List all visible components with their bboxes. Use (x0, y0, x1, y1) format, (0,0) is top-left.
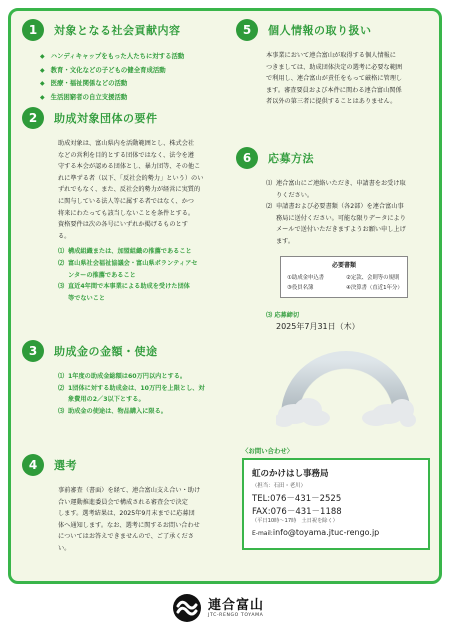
text-line: 者以外の第三者に提供することはありません。 (266, 98, 397, 106)
list-item (58, 246, 222, 258)
section-title: 選考 (54, 459, 77, 472)
fax-number: FAX:076－431－1188 (252, 507, 342, 517)
document-item: ④決算書（直近1年分） (346, 284, 403, 291)
text-line: 連合富山にご連絡いただき、申請書をお受け取 (276, 180, 406, 187)
section-2-header (22, 106, 222, 130)
activity-list (40, 50, 222, 104)
list-item (266, 178, 432, 201)
text-line: りください。 (276, 191, 314, 199)
section-2 (22, 106, 222, 331)
list-item (58, 258, 222, 281)
text-line: 体へ通知します。なお、選考に関するお問い合わせ (58, 521, 200, 529)
application-steps (266, 178, 432, 248)
section-3 (22, 339, 222, 439)
text-line: 富山県社会福祉協議会・富山県ボランティアセ (68, 259, 198, 267)
rainbow-icon (276, 338, 416, 428)
logo-text (208, 598, 264, 618)
text-line: します。選考結果は、2025年9月末までに応募団 (58, 510, 195, 518)
section-title: 個人情報の取り扱い (268, 24, 372, 37)
text-line: 1年度の助成金総額は60万円以内とする。 (68, 373, 187, 380)
eligibility-text (58, 138, 222, 242)
text-line: 事前審査（書面）を経て、連合富山支え合い・助け (58, 487, 201, 494)
section-title: 助成金の金額・使途 (54, 345, 158, 358)
section-number: 6 (236, 147, 258, 169)
list-item (58, 383, 222, 406)
list-item (58, 371, 222, 383)
required-documents-grid (287, 273, 401, 293)
item-number: ⑴ (58, 248, 65, 256)
item-number: ⑴ (58, 373, 65, 380)
rengo-logo-mark-icon (172, 593, 202, 623)
required-documents-box (280, 256, 408, 298)
condition-list (58, 246, 222, 304)
section-4-header (22, 453, 222, 477)
text-line: 将来にわたっても該当しないことを条件とする。 (58, 209, 195, 217)
email-line (252, 528, 420, 537)
text-line: つきましては、助成団体決定の選考に必要な範囲 (266, 63, 403, 71)
text-line: 助成対象は、富山県内を活動範囲とし、株式会社 (58, 140, 195, 147)
text-line: 務局に送付ください。可能な限りデータにより (276, 214, 406, 222)
text-line: 直近4年間で本事業による助成を受けた団体 (68, 283, 190, 291)
grant-list (58, 371, 222, 417)
section-4 (22, 453, 222, 555)
contact-box (242, 458, 430, 550)
item-number: ⑴ (266, 180, 273, 187)
text-line: 合い運動推進委員会で構成される審査会で決定 (58, 498, 188, 506)
text-line: についてはお答えできませんので、ご了承くださ (58, 533, 194, 541)
list-item: ◆ 生活困窮者の自立支援活動 (40, 91, 222, 105)
text-line: 助成金の使途は、物品購入に限る。 (68, 407, 167, 415)
rainbow-illustration (276, 338, 416, 428)
item-number: ⑵ (266, 203, 273, 211)
left-column (22, 18, 222, 555)
required-documents-title: 必要書類 (331, 261, 356, 269)
deadline (266, 310, 432, 332)
item-number: ⑶ (58, 283, 65, 291)
item-number: ⑶ (58, 407, 65, 415)
privacy-text (266, 50, 432, 108)
section-5 (236, 18, 432, 146)
contact-label: 〈お問い合わせ〉 (242, 447, 294, 455)
item-number: ⑵ (58, 384, 65, 392)
text-line: に関与している法人等に属する者ではなく、かつ (58, 197, 194, 205)
text-line: 1団体に対する助成金は、10万円を上限とし、対 (68, 384, 205, 392)
document-item: ③役員名簿 (287, 284, 314, 291)
item-number: ⑵ (58, 259, 65, 267)
staff-names: （担当：石田・老川） (252, 483, 306, 489)
section-title: 対象となる社会貢献内容 (54, 24, 181, 37)
text-line: れに準ずる者（以下、「反社会的勢力」という）のい (58, 174, 204, 182)
section-1-header (22, 18, 222, 42)
deadline-date: 2025年7月31日（木） (276, 321, 360, 331)
logo-name-en: JTC-RENGO TOYAMA (208, 613, 264, 618)
deadline-label: ⑶ 応募締切 (266, 311, 300, 319)
list-item (266, 201, 432, 247)
text-line: る。 (58, 232, 71, 240)
text-line: で利用し、連合富山が責任をもって厳格に管理し (266, 75, 403, 83)
text-line: 申請書および必要書類（各2部）を連合富山事 (276, 203, 404, 211)
text-line: ます。審査要員および本件に関わる連合富山関係 (266, 86, 402, 94)
office-hours: （平日10時～17時 土日祝を除く） (252, 518, 338, 524)
text-line: 象費用の2／3以下とする。 (68, 396, 145, 404)
section-number: 5 (236, 19, 258, 41)
list-item (58, 281, 222, 304)
text-line: ます。 (276, 237, 295, 245)
section-title: 助成対象団体の要件 (54, 112, 158, 125)
section-1 (22, 18, 222, 106)
section-number: 3 (22, 340, 44, 362)
text-line: い。 (58, 544, 71, 552)
section-number: 4 (22, 454, 44, 476)
list-item (58, 406, 222, 418)
text-line: ずれでもなく、また、反社会的勢力が経営に実質的 (58, 186, 201, 194)
office-name: 虹のかけはし事務局 (252, 469, 329, 479)
list-item: ◆ 教育・文化などの子どもの健全育成活動 (40, 64, 222, 78)
section-5-header (236, 18, 432, 42)
section-6-header (236, 146, 432, 170)
text-line: ンターの推薦であること (68, 271, 136, 279)
phone-number[interactable]: TEL:076－431－2525 (252, 494, 342, 504)
section-3-header (22, 339, 222, 363)
list-item: ◆ 医療・福祉関係などの活動 (40, 77, 222, 91)
text-line: メールで送付いただきますようお願い申し上げ (276, 226, 406, 234)
logo-name-jp: 連合富山 (208, 598, 265, 613)
document-item: ①助成金申込書 (287, 274, 325, 281)
section-6 (236, 146, 432, 332)
email-link[interactable]: info@toyama.jtuc-rengo.jp (272, 528, 380, 537)
text-line: 本事業において連合富山が取得する個人情報に (266, 52, 396, 59)
text-line: 守する本会が認める団体とし、暴力団等、その他こ (58, 163, 201, 171)
email-label: E-mail: (252, 530, 273, 537)
document-item: ②定款、会則等の規則 (346, 274, 400, 281)
rengo-logo (172, 592, 264, 624)
text-line: 等でないこと (68, 294, 106, 302)
selection-text (58, 485, 222, 555)
text-line: 資格要件は次の各号にいずれか掲げるものとす (58, 221, 188, 229)
section-number: 1 (22, 19, 44, 41)
text-line: 構成組織または、加盟組織の推薦であること (68, 248, 192, 256)
section-title: 応募方法 (268, 152, 314, 165)
text-line: などの営利を目的とする団体ではなく、法令を遵 (58, 151, 194, 159)
right-column (236, 18, 432, 332)
list-item: ◆ ハンディキャップをもった人たちに対する活動 (40, 50, 222, 64)
section-number: 2 (22, 107, 44, 129)
